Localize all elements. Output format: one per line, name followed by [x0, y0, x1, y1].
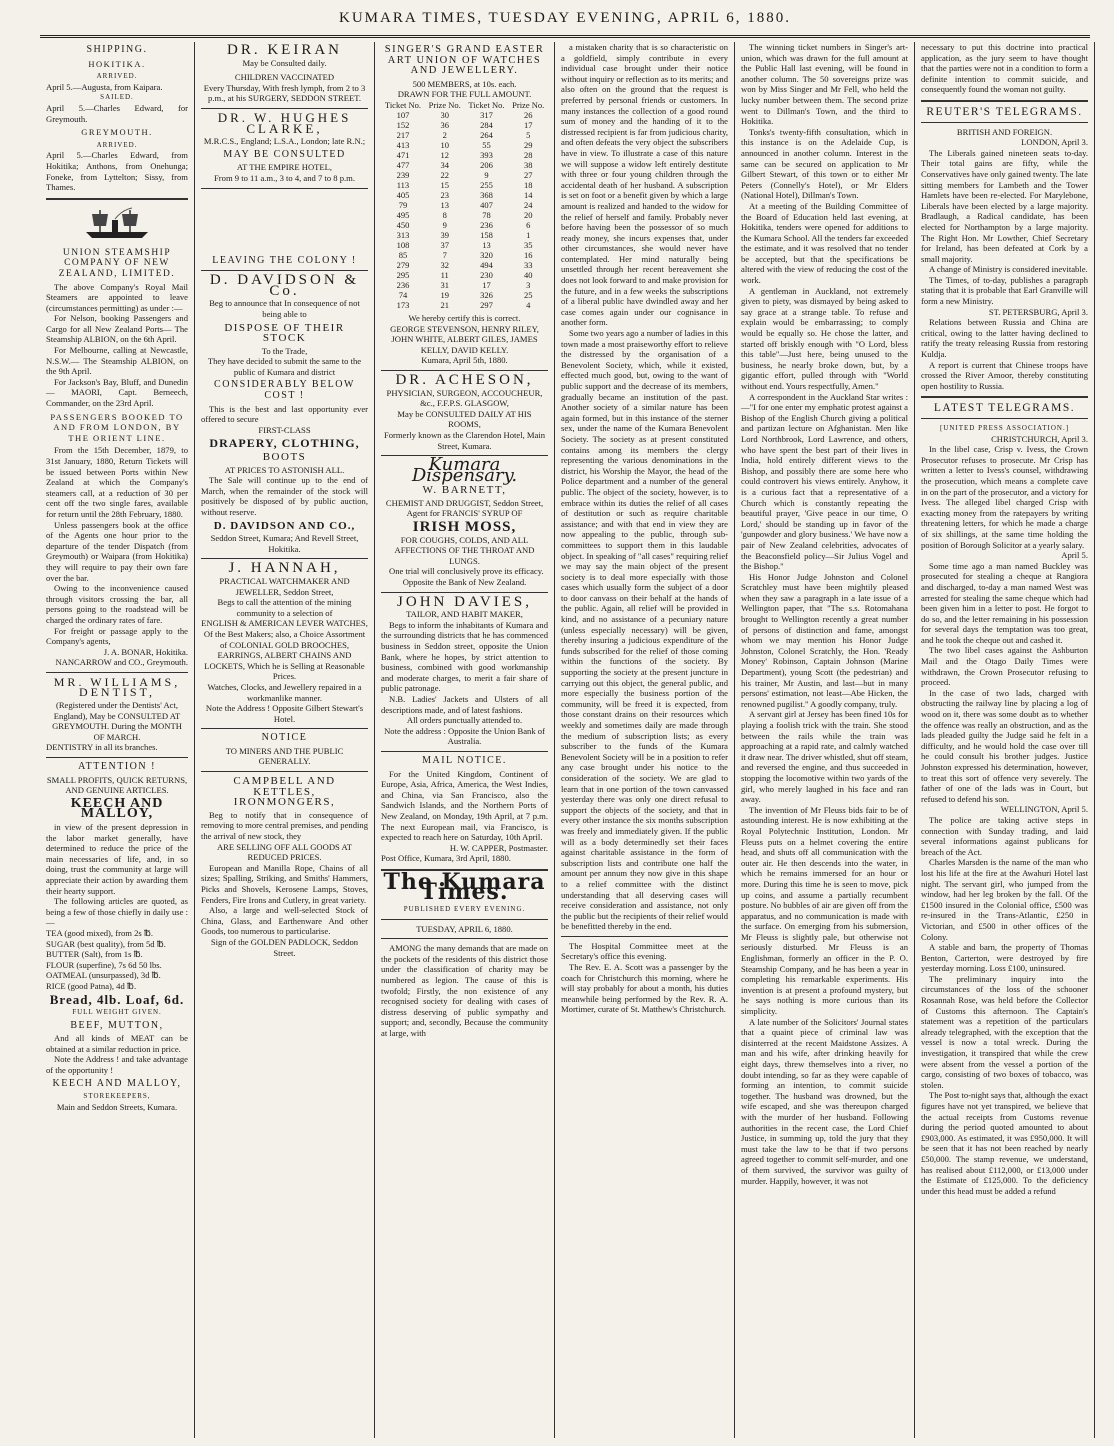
- campbell-heading: CAMPBELL AND KETTLES, IRONMONGERS,: [233, 775, 336, 809]
- divider: [201, 270, 368, 271]
- price-oatmeal: OATMEAL (unsurpassed), 3d ℔.: [46, 970, 161, 981]
- passengers-heading: PASSENGERS BOOKED TO AND FROM LONDON, BY THE ORIENT LINE.: [50, 411, 184, 443]
- ticket-cell: 40: [523, 269, 533, 280]
- hannah-line-2: Begs to call the attention of the mining community to a selection of: [217, 597, 352, 618]
- singer-date: Kumara, April 5th, 1880.: [421, 355, 508, 366]
- ticket-cell: 20: [523, 209, 533, 220]
- ticket-row: [381, 130, 548, 140]
- leader-para: AMONG the many demands that are made on the pockets of the residents of this district those under the classification of charity may be numbered as legion. The cause of this is twofold; Firstly, the non existence of any recognised society for dealing with cases of distress deserving of public sympathy and support; and, secondly, Because the community at large, with: [381, 943, 548, 1038]
- ticket-cell: 17: [482, 279, 491, 290]
- keiran-line-3: Every Thursday, With fresh lymph, from 2 to 3 p.m., at his SURGERY, SEDDON STREET.: [203, 82, 366, 104]
- union-steamship-heading: UNION STEAMSHIP COMPANY OF NEW ZEALAND, LIMITED.: [58, 247, 176, 279]
- barnett-line-3: One trial will conclusively prove its efficacy.: [389, 566, 544, 577]
- mail-heading: MAIL NOTICE.: [422, 754, 507, 766]
- reuters-para-4: Relations between Russia and China are critical, owing to the latter having declined to ratify the treaty releasing Russia from restoring Kuldja.: [921, 317, 1088, 360]
- ticket-cell: 295: [396, 269, 410, 280]
- divider: [921, 100, 1088, 102]
- davidson-line-4: This is the best and last opportunity ever offered to secure: [201, 403, 368, 425]
- ticket-header-cell: Prize No.: [428, 99, 461, 110]
- masthead: KUMARA TIMES, TUESDAY EVENING, APRIL 6, 1880.: [40, 10, 1090, 38]
- ticket-cell: 494: [480, 259, 493, 270]
- arrived-label-2: ARRIVED.: [96, 140, 138, 149]
- latest-para-9: The Post to-night says that, although the exact figures have not yet transpired, we believe that the actual receipts from Customs revenue during the period quoted amounted to about £903,000. As estimated, it was £950,000. It will be seen that it has not been reached by nearly £50,000. The stamp revenue, we understand, has realised about £112,000, or £13,000 under the Estimate of £125,000. To the deficiency under this head must be added a refund: [921, 1090, 1088, 1196]
- column-1: [40, 42, 195, 1438]
- ticket-cell: 495: [396, 209, 410, 220]
- ticket-cell: 297: [480, 299, 493, 310]
- williams-heading: MR. WILLIAMS, DENTIST,: [53, 674, 181, 700]
- ticket-cell: 326: [480, 289, 493, 300]
- greymouth-arrivals: April 5.—Charles Edward, from Hokitika; Anthons, from Onehunga; Foneke, from Lyttelton; Sissy, from Thames.: [46, 150, 188, 193]
- storekeepers: STOREKEEPERS,: [83, 1092, 151, 1101]
- dispensary-heading: Kumara Dispensary.: [411, 454, 518, 486]
- ticket-cell: 31: [440, 279, 449, 290]
- beef-heading: BEEF, MUTTON,: [70, 1019, 164, 1031]
- divider: [381, 751, 548, 752]
- divider: [46, 198, 188, 200]
- ticket-row: [381, 190, 548, 200]
- note-address: Note the Address ! and take advantage of the opportunity !: [46, 1054, 188, 1076]
- beef-para: And all kinds of MEAT can be obtained at a similar reduction in price.: [46, 1033, 188, 1054]
- ticket-cell: 35: [523, 239, 533, 250]
- ticket-row: [381, 160, 548, 170]
- davidson-line-5: The Sale will continue up to the end of March, when the remainder of the stock will positively be disposed of by public auction, without reserve.: [201, 475, 368, 517]
- ticket-cell: 39: [440, 229, 449, 240]
- latest-para-6: Charles Marsden is the name of the man who lost his life at the fire at the Awahuri Hotel last night. The servant girl, who jumped from the window, had her leg broken by the fall. Of the £1500 insured in the Colonial office, £500 was re-insured in the Trans-Atlantic, £250 in Victorian, and £500 in other offices of the Colony.: [921, 857, 1088, 942]
- divider: [201, 108, 368, 109]
- hughes-line-4: From 9 to 11 a.m., 3 to 4, and 7 to 8 p.m.: [214, 172, 355, 183]
- reuters-para-3: The Times, of to-day, publishes a paragraph stating that it is probable that Earl Granville will form a new Ministry.: [921, 274, 1088, 307]
- ticket-row: [381, 180, 548, 190]
- campbell-line-2: ARE SELLING OFF ALL GOODS AT REDUCED PRICES.: [216, 841, 353, 863]
- ticket-cell: 255: [480, 179, 493, 190]
- article-para-2: Some two years ago a number of ladies in this town made a most praiseworthy effort to relieve the distressed by the organisation of a Benevolent Society, which, while it existed, effected much good, but, owing to the want of public support and the decrease of its members, gradually became an institution of the past. Another society of a similar nature has been again formed, but in this instance of the sterner sex, under the name of the Kumara Benevolent Society. The society as at present constituted contains among its members the clergy representing the various denominations in the district, his Worship the Mayor, the head of the Police department and a number of the general public. The object of the society, however, is to embrace within its duties the relief of all cases of destitution or such as require charitable assistance; and with that end in view they are now appealing to the public, through sub-committees to support them in this laudable object. In speaking of "all cases" requiring relief we may say the main object of the present society is to deal more especially with those cases which usually form the subject of a door to door canvass on their behalf at the hands of the public. Again, all relief will be provided in kind, and no assistance of a pecuniary nature (unless especially necessary) will be given, thereby insuring a judicious expenditure of the funds subscribed for the relief of those coming within the functions of the society. By supporting the society at the present juncture in carrying out this object, the general public, and more especially the business portion of the community, will be freed it is expected, from those constant drains on their resources which weekly and sometimes daily are made through the medium of subscription lists; as every subscriber to the funds of the Kumara Benevolent Society will be in a position to refer any case brought under his notice to the consideration of the society. We are glad to learn that in one portion of the town canvassed yesterday there was only one direct refusal to support the objects of the society, and that in every other instance the six months subscription was freely and immediately given. If the public will as a body determinedly set their faces against charitable assistance in the form of subscription lists and contribute one half the amount per annum they now give in this shape to a relief committee with the distinct understanding that all deserving cases will receive consideration and assistance, not only the public but the recipients of their relief would be benefitted thereby in the end.: [561, 328, 728, 932]
- ticket-row: [381, 170, 548, 180]
- reuters-para-1: The Liberals gained nineteen seats to-day. Their total gains are fifty, while the Conservatives have only gained twenty. The late sitting members for Lambeth and the Tower Hamlets have been re-elected. For Marylebone, Liberals have been elected by a large majority. Bradlaugh, a Radical candidate, has been elected for Northampton by a large majority. The Right Hon. Mr Lowther, Chief Secretary for Ireland, has been defeated at Cork by a small majority.: [921, 147, 1088, 264]
- ticket-row: [381, 210, 548, 220]
- arrived-label: ARRIVED.: [96, 72, 138, 81]
- hughes-line-3: AT THE EMPIRE HOTEL,: [236, 162, 333, 173]
- ticket-cell: 16: [523, 249, 533, 260]
- hughes-heading: DR. W. HUGHES CLARKE,: [217, 109, 352, 136]
- barnett-line-1: CHEMIST AND DRUGGIST, Seddon Street, Agent for FRANCIS' SYRUP OF: [385, 497, 544, 519]
- ticket-row: [381, 110, 548, 120]
- article-para-4: The Rev. E. A. Scott was a passenger by the coach for Christchurch this morning, where he will stay probably for about a month, his duties meanwhile being performed by the Rev. R. A. Mortimer, curate of St. Matthew's Christchurch.: [561, 962, 728, 1015]
- ticket-cell: 6: [526, 219, 531, 230]
- divider: [201, 188, 368, 189]
- below-cost: CONSIDERABLY BELOW COST !: [214, 379, 355, 402]
- dateline-wellington: WELLINGTON, April 5.: [1000, 804, 1088, 815]
- hokitika-arrivals: April 5.—Augusta, from Kaipara.: [46, 81, 163, 92]
- hannah-note: Note the Address ! Opposite Gilbert Stewart's Hotel.: [205, 703, 364, 724]
- davies-line-4: All orders punctually attended to.: [406, 715, 523, 726]
- divider: [201, 558, 368, 559]
- british-foreign: BRITISH AND FOREIGN.: [956, 126, 1053, 137]
- bread-sub: FULL WEIGHT GIVEN.: [72, 1008, 162, 1017]
- campbell-line-4: Also, a large and well-selected Stock of China, Glass, and Earthenware And other Goods, too numerous to particularise.: [201, 905, 368, 937]
- latest-para-3: The two libel cases against the Ashburton Mail and the Otago Daily Times were withdrawn, the Crown Prosecutor refusing to proceed.: [921, 645, 1088, 688]
- davies-line-1: TAILOR, AND HABIT MAKER,: [406, 609, 523, 620]
- ticket-cell: 25: [523, 289, 533, 300]
- price-sugar: SUGAR (best quality), from 5d ℔.: [46, 938, 166, 949]
- hannah-line-3: ENGLISH & AMERICAN LEVER WATCHES,: [201, 618, 368, 629]
- ticket-cell: 152: [396, 119, 410, 130]
- divider: [381, 592, 548, 593]
- latest-heading: LATEST TELEGRAMS.: [933, 402, 1076, 415]
- hokitika-sailings: April 5.—Charles Edward, for Greymouth.: [46, 102, 188, 124]
- davies-heading: JOHN DAVIES,: [397, 593, 532, 610]
- davidson-heading: D. DAVIDSON & Co.: [209, 272, 360, 299]
- ticket-cell: 33: [523, 259, 533, 270]
- hannah-line-4: Of the Best Makers; also, a Choice Assortment of COLONIAL GOLD BROOCHES, EARRINGS, ALBERT CHAINS AND LOCKETS, Which he is Selling at Reasonable Prices.: [203, 628, 366, 682]
- singer-line-2: DRAWN FOR THE FULL AMOUNT.: [397, 89, 532, 100]
- column-4: [555, 42, 735, 1438]
- ticket-cell: 317: [480, 109, 493, 120]
- campbell-line-5: Sign of the GOLDEN PADLOCK, Seddon Street.: [210, 936, 359, 958]
- ticket-cell: 85: [398, 249, 408, 260]
- ticket-cell: 74: [398, 289, 408, 300]
- ticket-cell: 79: [398, 199, 408, 210]
- ticket-cell: 18: [523, 179, 533, 190]
- dispose-line: DISPOSE OF THEIR STOCK: [224, 321, 345, 345]
- price-butter: BUTTER (Salt), from 1s ℔.: [46, 949, 143, 960]
- latest-para-4: In the case of two lads, charged with obstructing the railway line by placing a log of wood on it, there was some doubt as to whether the offence was really an obstruction, and as the lads pleaded guilty the Judge said he felt in a difficulty, and he would hold the case over till he could consult his brother judges. Justice Johnston expressed his determination, however, to treat this sort of offence very severely. The father of one of the lads was in Court, but refused to defend his son.: [921, 687, 1088, 804]
- ticket-cell: 13: [482, 239, 491, 250]
- williams-details: (Registered under the Dentists' Act, England), May be CONSULTED AT GREYMOUTH. During the MONTH OF MARCH.: [52, 700, 182, 742]
- ticket-header-cell: Ticket No.: [384, 99, 421, 110]
- usc-para-8: For freight or passage apply to the Company's agents,: [46, 625, 188, 647]
- ticket-cell: 393: [480, 149, 493, 160]
- ticket-cell: 32: [440, 259, 449, 270]
- latest-para-8: The preliminary inquiry into the circumstances of the loss of the schooner Rosannah Rose, was held before the Collector of Customs this afternoon. The Captain's statement was a repetition of the particulars already telegraphed, with the exception that the vessel is now a total wreck. During the investigation, it transpired that while the crew were absent from the vessel a portion of the cargo, consisting of two boxes of tobacco, was stolen.: [921, 973, 1088, 1090]
- hokitika-heading: HOKITIKA.: [88, 58, 146, 69]
- ticket-cell: 279: [396, 259, 410, 270]
- ticket-cell: 236: [396, 279, 410, 290]
- ticket-cell: 28: [523, 149, 533, 160]
- ticket-row: [381, 290, 548, 300]
- ticket-cell: 78: [482, 209, 491, 220]
- ticket-cell: 313: [396, 229, 410, 240]
- shipping-heading: SHIPPING.: [86, 44, 148, 55]
- ticket-row: [381, 200, 548, 210]
- singer-names: GEORGE STEVENSON, HENRY RILEY, JOHN WHITE, ALBERT GILES, JAMES KELLY, DAVID KELLY.: [390, 323, 539, 355]
- singer-heading: SINGER'S GRAND EASTER ART UNION OF WATCHES AND JEWELLERY.: [384, 44, 545, 77]
- reuters-para-2: A change of Ministry is considered inevitable.: [929, 264, 1088, 275]
- column-3: [375, 42, 555, 1438]
- singer-certify: We hereby certify this is correct.: [408, 312, 521, 323]
- ticket-cell: 30: [440, 109, 449, 120]
- acheson-line-1: PHYSICIAN, SURGEON, ACCOUCHEUR, &c., F.F.P.S. GLASGOW,: [386, 387, 543, 409]
- ticket-row: [381, 140, 548, 150]
- divider: [201, 728, 368, 729]
- usc-para-7: Owing to the inconvenience caused through visitors crossing the bar, all persons going to the roadstead will be charged the ordinary rates of fare.: [46, 583, 188, 625]
- singer-line-1: 500 MEMBERS, at 10s. each.: [412, 78, 517, 89]
- paper-title: The Kumara Times.: [383, 868, 546, 906]
- latest-para-5: The police are taking active steps in connection with Sunday trading, and laid several informations against publicans for breach of the Act.: [921, 814, 1088, 857]
- ticket-cell: 14: [523, 189, 533, 200]
- ticket-cell: 36: [440, 119, 449, 130]
- astonish-line: AT PRICES TO ASTONISH ALL.: [224, 464, 345, 475]
- steamship-icon: [82, 206, 152, 242]
- ticket-cell: 217: [396, 129, 410, 140]
- davies-line-2: Begs to inform the inhabitants of Kumara and the surrounding districts that he has commenced business in Seddon street, opposite the Union Bank, where he hopes, by strict attention to business, combined with good workmanship and moderate charges, to merit a fair share of public patronage.: [381, 619, 548, 694]
- news-para-1: The winning ticket numbers in Singer's art-union, which was drawn for the full amount at the Public Hall last evening, will be found in another column. The 50 sovereigns prize was won by Miss Singer and Mr Fell, who held the lucky number between them. The second prize went to Dillman's Town, and the third to Hokitika.: [741, 42, 908, 127]
- campbell-line-1: Beg to notify that in consequence of removing to more central premises, and pending the arrival of new stock, they: [201, 809, 368, 842]
- usc-para-4: For Jackson's Bay, Bluff, and Dunedin— MAORI, Capt. Berneech, Commander, on the 23rd April.: [46, 376, 188, 409]
- ticket-cell: 8: [442, 209, 447, 220]
- news-para-4: A gentleman in Auckland, not extremely given to piety, was dismayed by being asked to say grace at a strange table. To refuse and explain would be embarrassing; to comply would be equally so. He chose the latter, and started off briskly enough with "O Lord, bless this table"—Just here, being unused to the business, he nearly broke down, but, by a gigantic effort, pulled through with "World without end. Yours respectfully, Amen.": [741, 285, 908, 391]
- keiran-line-1: May be Consulted daily.: [242, 57, 327, 68]
- news-para-6: His Honor Judge Johnston and Colonel Scratchley must have been mightily pleased when they saw a paragraph in a late issue of a Wellington paper, that "The s.s. Rotomahana brought to Wellington recently a great number of persons of distinction and fame, amongst whom we may mention his Honor Judge Johnston, Colonel Scratchly, the Hon. 'Ready Money' Robinson, Captain Johnson (Marine Department), young Scott (the pedestrian) and his trainer, Mr Austin, and last—but in many persons' estimation, not least—Abe Hicken, the renowned pugilist." A goodly company, truly.: [741, 571, 908, 709]
- news-para-8: The invention of Mr Fleuss bids fair to be of astounding interest. He is now exhibiting at the Royal Polytechnic Institution, London. Mr Fleuss puts on a helmet covering the entire head, and shuts off all communication with the outer air. He then descends into the water, in which he remains immersed for an hour or more. During this time he is seen to move, pick up coins, and assume a partially recumbent posture. No bubbles of air are given off from the apparatus, and no communication is made with the surface. On emerging from his submersion, Mr Fleuss is slightly pale, but otherwise not seriously disturbed. Mr Fleuss is an Englishman, formerly an officer in the P. O. Steamship Company, and he has been a year in completing his remarkable experiments. His invention is at present a profound mystery, but he says nothing is more curious than its simplicity.: [741, 804, 908, 1017]
- hughes-line-2: MAY BE CONSULTED: [223, 148, 346, 160]
- acheson-line-2: May be CONSULTED DAILY AT HIS ROOMS,: [397, 408, 532, 430]
- ticket-cell: 230: [480, 269, 493, 280]
- usc-para-1: The above Company's Royal Mail Steamers are appointed to leave (circumstances permitting) as under :—: [46, 281, 188, 313]
- ticket-cell: 264: [480, 129, 493, 140]
- dateline-london: LONDON, April 3.: [1021, 137, 1088, 148]
- ticket-cell: 4: [526, 299, 531, 310]
- ticket-cell: 236: [480, 219, 493, 230]
- news-para-9: A late number of the Solicitors' Journal states that a quaint piece of criminal law was disinterred at the recent Maidstone Assizes. A man and his wife, after drinking heavily for eight days, threw themselves into a river, no doubt intending, so far as they were capable of forming an intention, to commit suicide together. The husband was drowned, but the wife escaped, and she was thereupon charged with the murder of her husband. Following authorities in the recent case, the Lord Chief Justice, in summing up, told the jury that they must take the law to be that if two persons agreed together to commit self-murder, and one of them survived, the survivor was guilty of murder. Happily, however, it was not: [741, 1016, 908, 1186]
- ticket-row: [381, 230, 548, 240]
- ticket-cell: 2: [442, 129, 447, 140]
- ticket-cell: 12: [440, 149, 449, 160]
- ticket-cell: 108: [396, 239, 410, 250]
- ticket-cell: 107: [396, 109, 410, 120]
- ticket-cell: 405: [396, 189, 410, 200]
- usc-para-2: For Nelson, booking Passengers and Cargo for all New Zealand Ports— The Steamship ALBION, on the 6th April.: [46, 313, 188, 345]
- divider: [46, 672, 188, 673]
- ticket-cell: 413: [396, 139, 410, 150]
- ticket-cell: 29: [523, 139, 533, 150]
- agent-bonar: J. A. BONAR, Hokitika.: [103, 646, 188, 657]
- first-class: FIRST-CLASS: [258, 424, 311, 435]
- ticket-cell: 450: [396, 219, 410, 230]
- ticket-cell: 206: [480, 159, 493, 170]
- divider: [381, 919, 548, 920]
- divider: [381, 938, 548, 939]
- ticket-cell: 173: [396, 299, 410, 310]
- usc-para-3: For Melbourne, calling at Newcastle, N.S.W.— The Steamship ALBION, on the 9th April.: [46, 345, 188, 377]
- greymouth-heading: GREYMOUTH.: [81, 127, 153, 138]
- ticket-cell: 9: [442, 219, 447, 230]
- small-profits: SMALL PROFITS, QUICK RETURNS, AND GENUINE ARTICLES.: [46, 774, 188, 796]
- ticket-row: [381, 120, 548, 130]
- column-2: [195, 42, 375, 1438]
- hannah-line-1: PRACTICAL WATCHMAKER AND JEWELLER, Seddon Street,: [219, 575, 350, 597]
- mail-date: Post Office, Kumara, 3rd April, 1880.: [381, 853, 511, 864]
- ticket-cell: 5: [526, 129, 531, 140]
- ticket-cell: 158: [480, 229, 493, 240]
- davidson-signature: D. DAVIDSON AND CO.,: [213, 519, 356, 532]
- article-para-1: a mistaken charity that is so characteristic on a goldfield, simply contribute in every individual case brought under their notice without inquiry or reflection as to its merits; and also often on the ground that the request is preferred by personal friends or customers. In many instances the collection of a good round sum of money and the handing of it to the distressed recipient is far from judicious charity, and often defeats the very object the subscribers have in view. To illustrate a case of this nature we will suppose a widow left entirely destitute with three or four young children through the accidental death of her husband. A subscription is set on foot or a benefit given by which a large amount is realized and handed to the widow for the relief of herself and family. Probably never before having been the possessor of so much ready money, she incurs expenses that, under other circumstances, she would never have contemplated. Her mind naturally being unsettled through her recent bereavement she does not look forward to and make provision for the future, and in a few weeks the subscriptions of a liberal public have dwindled away and her case comes again under our cognisance in another form.: [561, 42, 728, 328]
- reuters-heading: REUTER'S TELEGRAMS.: [926, 105, 1083, 118]
- column-5: [735, 42, 915, 1438]
- hannah-heading: J. HANNAH,: [228, 560, 341, 577]
- drapery-heading: DRAPERY, CLOTHING,: [209, 436, 360, 451]
- ticket-cell: 471: [396, 149, 410, 160]
- ticket-row: [381, 280, 548, 290]
- ticket-cell: 9: [484, 169, 489, 180]
- news-cont-para: necessary to put this doctrine into practical application, as the jury seem to have thought that the parties were not in a condition to form a definite intention to commit suicide, and consequently found the woman not guilty.: [921, 42, 1088, 95]
- ticket-row: [381, 260, 548, 270]
- agent-nancarrow: NANCARROW and CO., Greymouth.: [55, 657, 188, 668]
- keech-heading: KEECH AND MALLOY,: [70, 795, 164, 822]
- divider: [921, 396, 1088, 398]
- acheson-line-3: Formerly known as the Clarendon Hotel, Main Street, Kumara.: [383, 429, 546, 451]
- ticket-row: [381, 250, 548, 260]
- article-para-3: The Hospital Committee meet at the Secretary's office this evening.: [561, 940, 728, 962]
- usc-para-5: From the 15th December, 1879, to 31st January, 1880, Return Tickets will be issued between Ports within New Zealand at which the Company's steamers call, at a reduction of 30 per cent off the two single fares, available for return until the 28th February, 1880.: [46, 445, 188, 519]
- keech-para-1: in view of the present depression in the labor market generally, have determined to reduce the price of the main necessaries of life, and, in so doing, trust the community at large will appreciate their action by awarding them their hearty support.: [46, 822, 188, 896]
- divider: [921, 418, 1088, 419]
- mail-para: For the United Kingdom, Continent of Europe, Asia, Africa, America, the West Indies, and China, via San Francisco, also the Sandwich Islands, and the Northern Ports of New Zealand, on Monday, 19th April, at 7 p.m. The next European mail, via Francisco, is expected to reach here on Saturday, 10th April.: [381, 768, 548, 843]
- ticket-cell: 7: [442, 249, 447, 260]
- ticket-cell: 3: [526, 279, 531, 290]
- notice-heading: NOTICE: [261, 732, 308, 744]
- acheson-heading: DR. ACHESON,: [395, 371, 534, 388]
- latest-para-2: Some time ago a man named Buckley was prosecuted for stealing a cheque at Rangiora and discharged, to-day a man named West was arrested for stealing the same cheque which had been given him in a letter to post. He forgot to do so, and the letter remaining in his possession for several days the temptation was too great, and he took the cheque out and cashed it.: [921, 560, 1088, 645]
- ticket-cell: 477: [396, 159, 410, 170]
- ticket-row: [381, 300, 548, 310]
- ticket-cell: 27: [523, 169, 533, 180]
- ticket-row: [381, 220, 548, 230]
- hannah-line-5: Watches, Clocks, and Jewellery repaired in a workmanlike manner.: [207, 681, 362, 703]
- ticket-cell: 284: [480, 119, 493, 130]
- ticket-cell: 368: [480, 189, 493, 200]
- ticket-table: [381, 100, 548, 310]
- ticket-cell: 10: [440, 139, 449, 150]
- ticket-cell: 23: [440, 189, 449, 200]
- latest-para-7: A stable and barn, the property of Thomas Benton, Carterton, were destroyed by fire yesterday morning. Loss £100, uninsured.: [921, 942, 1088, 974]
- ticket-cell: 13: [440, 199, 449, 210]
- issue-date: TUESDAY, APRIL 6, 1880.: [416, 923, 513, 934]
- ticket-row: [381, 270, 548, 280]
- dateline-st-petersburg: ST. PETERSBURG, April 3.: [988, 306, 1088, 317]
- divider: [921, 122, 1088, 123]
- divider: [381, 370, 548, 371]
- divider: [201, 771, 368, 772]
- divider: [46, 757, 188, 758]
- ticket-cell: 15: [440, 179, 449, 190]
- ticket-cell: 17: [523, 119, 533, 130]
- ticket-cell: 38: [523, 159, 533, 170]
- ticket-table-body: [381, 110, 548, 310]
- ticket-header-cell: Prize No.: [512, 99, 545, 110]
- barnett-heading: W. BARNETT,: [422, 484, 507, 497]
- column-6: [915, 42, 1095, 1438]
- ticket-cell: 22: [440, 169, 449, 180]
- boots-heading: BOOTS: [262, 451, 307, 464]
- ticket-cell: 407: [480, 199, 493, 210]
- leaving-heading: LEAVING THE COLONY !: [212, 254, 357, 266]
- keech-signature: KEECH AND MALLOY,: [52, 1077, 182, 1089]
- ticket-cell: 21: [440, 299, 449, 310]
- hughes-line-1: M.R.C.S., England; L.S.A., London; late R.N.;: [203, 136, 366, 147]
- davidson-line-1: Beg to announce that In consequence of not being able to: [209, 298, 360, 319]
- news-para-5: A correspondent in the Auckland Star writes :—"I for one enter my emphatic protest against a Bishop of the English Church giving a political and partizan lecture on Afghanistan. Men like Lord Northbrook, Lord Lawrence, and others, who have spent the best part of their lives in India, hold entirely different views to the Bishop, and possibly there are some here who could controvert his views entirely. Anyhow, it is a curious fact that a representative of a Church which is constantly repeating the beautiful prayer, 'Give peace in our time, O Lord,' should be standing up in favor of the 'gunpowder and glory business.' We have now a pair of New Zealand celebrities, advocates of the Beaconsfield policy—Sir Julius Vogel and the Bishop.": [741, 391, 908, 572]
- ticket-cell: 55: [482, 139, 491, 150]
- ticket-row: [381, 240, 548, 250]
- bread-heading: Bread, 4lb. Loaf, 6d.: [49, 991, 185, 1007]
- dateline-christchurch: CHRISTCHURCH, April 3.: [991, 433, 1088, 444]
- attention-heading: ATTENTION !: [78, 761, 156, 773]
- keiran-heading: DR. KEIRAN: [227, 42, 342, 58]
- ticket-cell: 24: [523, 199, 533, 210]
- keech-para-2: The following articles are quoted, as being a few of those chiefly in daily use :—: [46, 896, 188, 928]
- usc-para-6: Unless passengers book at the office of the Agents one hour prior to the departure of the tender Dispatch (from Greymouth) or Waipara (from Hokitika) they will require to pay their own fare over the bar.: [46, 519, 188, 583]
- ticket-cell: 1: [526, 229, 531, 240]
- ticket-cell: 19: [440, 289, 449, 300]
- keech-address: Main and Seddon Streets, Kumara.: [56, 1101, 178, 1112]
- davies-note: Note the address : Opposite the Union Bank of Australia.: [384, 725, 545, 747]
- ticket-cell: 34: [440, 159, 449, 170]
- reuters-para-5: A report is current that Chinese troops have crossed the River Amoor, thereby constituting open hostility to Russia.: [921, 359, 1088, 391]
- latest-para-1: In the libel case, Crisp v. Ivess, the Crown Prosecutor refuses to prosecute. Mr Crisp has written a letter to Ivess's counsel, withdrawing the prosecution, which means a complete cave in on the part of the prosecutor, and a victory for Ivess. The alleged libel charged Crisp with exacting money from the ratepayers by writing threatening letters, for which he made a charge of six shillings, at the same time holding the position of Borough Solicitor at a yearly salary.: [921, 444, 1088, 550]
- davidson-address: Seddon Street, Kumara; And Revell Street, Hokitika.: [210, 533, 359, 554]
- dateline-april-5: April 5.: [1061, 550, 1088, 561]
- divider: [561, 936, 728, 937]
- ticket-header-cell: Ticket No.: [468, 99, 505, 110]
- ticket-cell: 113: [396, 179, 410, 190]
- news-para-7: A servant girl at Jersey has been fined 10s for playing a foolish trick with the train. She stood between the rails while the train was approaching at a rapid rate, and calmly watched it draw near. The driver whistled, shut off steam, and reversed the engine, and thus succeeded in stopping the locomotive within two yards of the girl, who merely laughed in his face and ran away.: [741, 709, 908, 805]
- ticket-cell: 37: [440, 239, 449, 250]
- news-para-3: At a meeting of the Building Committee of the Board of Education held last evening, at Hokitika, tenders were opened for additions to the Kumara School. All the tenders far exceeded the estimate, and it was resolved that no tender be accepted, but that the specifications be altered with the view of reducing the cost of the work.: [741, 200, 908, 286]
- notice-line: TO MINERS AND THE PUBLIC GENERALLY.: [225, 745, 344, 767]
- davidson-line-3: They have decided to submit the same to the public of Kumara and district: [207, 356, 362, 377]
- price-tea: TEA (good mixed), from 2s ℔.: [46, 927, 154, 938]
- mail-signature: H. W. CAPPER, Postmaster.: [449, 842, 548, 853]
- campbell-line-3: European and Manilla Rope, Chains of all sizes; Spalling, Striking, and Smiths' Hammers, Picks and Shovels, Kerosene Lamps, Stoves, Fenders, Fire Irons and Cutlery, in great variety.: [201, 862, 368, 905]
- ticket-cell: 320: [480, 249, 493, 260]
- ticket-cell: 11: [440, 269, 449, 280]
- irish-moss: IRISH MOSS,: [412, 519, 517, 536]
- keiran-line-2: CHILDREN VACCINATED: [234, 72, 335, 83]
- news-para-2: Tonks's twenty-fifth consultation, which in this instance is on the Adelaide Cup, is announced in another column. Interest in the same can be secured on application to Mr Gilbert Stewart, of this town or to either Mr Peters (Connelly's Hotel), or Mr Elders (National Hotel), Dillman's Town.: [741, 126, 908, 201]
- ticket-cell: 239: [396, 169, 410, 180]
- ticket-cell: 26: [523, 109, 533, 120]
- davidson-line-2: To the Trade,: [261, 345, 308, 356]
- ticket-table-header: [381, 100, 548, 110]
- barnett-line-2: FOR COUGHS, COLDS, AND ALL AFFECTIONS OF THE THROAT AND LUNGS.: [394, 534, 535, 566]
- sailed-label: SAILED.: [100, 93, 134, 102]
- davies-line-3: N.B. Ladies' Jackets and Ulsters of all descriptions made, and of latest fashions.: [381, 693, 548, 715]
- ticket-row: [381, 150, 548, 160]
- published-line: PUBLISHED EVERY EVENING.: [403, 905, 526, 914]
- upa-line: [UNITED PRESS ASSOCIATION.]: [939, 424, 1070, 432]
- barnett-line-4: Opposite the Bank of New Zealand.: [402, 577, 527, 588]
- price-flour: FLOUR (superfine), 7s 6d 50 lbs.: [46, 959, 162, 970]
- williams-note: DENTISTRY in all its branches.: [46, 742, 158, 753]
- price-rice: RICE (good Patna), 4d ℔.: [46, 980, 137, 991]
